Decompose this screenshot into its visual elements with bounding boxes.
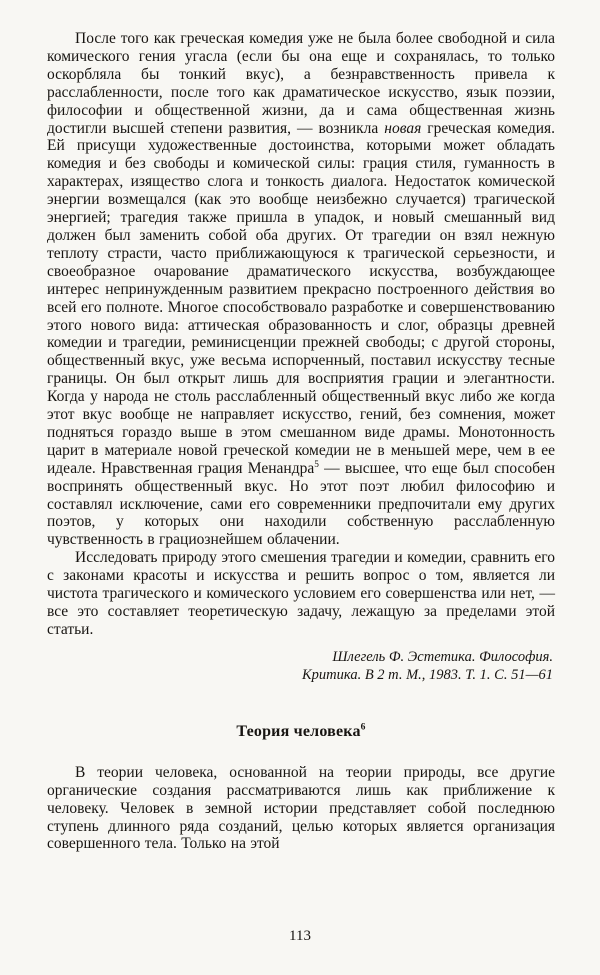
- footnote-marker-5: 5: [314, 459, 319, 470]
- section-heading: [47, 723, 555, 741]
- section-heading-text: Теория человека: [236, 722, 361, 740]
- page-number: 113: [289, 928, 311, 944]
- paragraph-theory-of-man: В теории человека, основанной на теории природы, все другие органические создания рассматриваются лишь как приближение к человеку. Человек в земной истории представляет собой последнюю ступень длинного ряда созданий, целью которых является организация совершенного тела. Только на этой: [47, 763, 555, 853]
- paragraph-conclusion: Исследовать природу этого смешения трагедии и комедии, сравнить его с законами красоты и искусства и решить вопрос о том, является ли чистота трагического и комического условием его совершенства или нет, — все это составляет теоретическую задачу, лежащую за пределами этой статьи.: [47, 549, 555, 638]
- paragraph-text: — высшее, что еще был способен воспринять общественный вкус. Но этот поэт любил философию и составлял исключение, сами его современники предпочитали ему других поэтов, у которых они находили собственную расслабленную чувственность в грациознейшем облачении.: [47, 459, 555, 549]
- source-attribution: [47, 648, 555, 685]
- paragraph-text: После того как греческая комедия уже не была более свободной и сила комического гения угасла (если бы она еще и сохранялась, то только оскорбляла бы тонкий вкус), а безнравственность привела к расслабленности, после того как драматическое искусство, язык поэзии, философии и общественной жизни, да и сама общественная жизнь достигли высшей степени развития, — возникла: [47, 30, 555, 137]
- paragraph-text: греческая комедия. Ей присущи художественные достоинства, которыми может обладать комедия и без свободы и комической силы: грация стиля, гуманность в характерах, изящество слога и тонкость диалога. Недостаток комической энергии возмещался (как это вообще неизбежно случается) трагической энергией; трагедия также пришла в упадок, и новый смешанный вид должен был заменить собой оба других. От трагедии он взял нежную теплоту страсти, часто приближающуюся к трагической серьезности, и своеобразное очарование драматического искусства, возбуждающее интерес непринужденным развитием прекрасно построенного действия во всей его полноте. Многое способствовало разработке и совершенствованию этого нового вида: аттическая образованность и слог, образцы древней комедии и трагедии, реминисценции прежней свободы; с другой стороны, общественный вкус, уже весьма испорченный, поставил искусству тесные границы. Он был открыт лишь для восприятия грации и элегантности. Когда у народа не столь расслабленный общественный вкус либо же когда этот вкус вообще не направляет искусство, гений, без сомнения, может подняться гораздо выше в этом смешанном виде драмы. Монотонность царит в материале новой греческой комедии не в меньшей мере, чем в ее идеале. Нравственная грация Менандра: [47, 119, 555, 477]
- emphasized-word: новая: [384, 119, 422, 137]
- attribution-line-2: Критика. В 2 т. М., 1983. Т. 1. С. 51—61: [302, 667, 553, 684]
- paragraph-comedy: [47, 30, 555, 549]
- attribution-line-1: Шлегель Ф. Эстетика. Философия.: [332, 648, 553, 665]
- footnote-marker-6: 6: [360, 721, 366, 733]
